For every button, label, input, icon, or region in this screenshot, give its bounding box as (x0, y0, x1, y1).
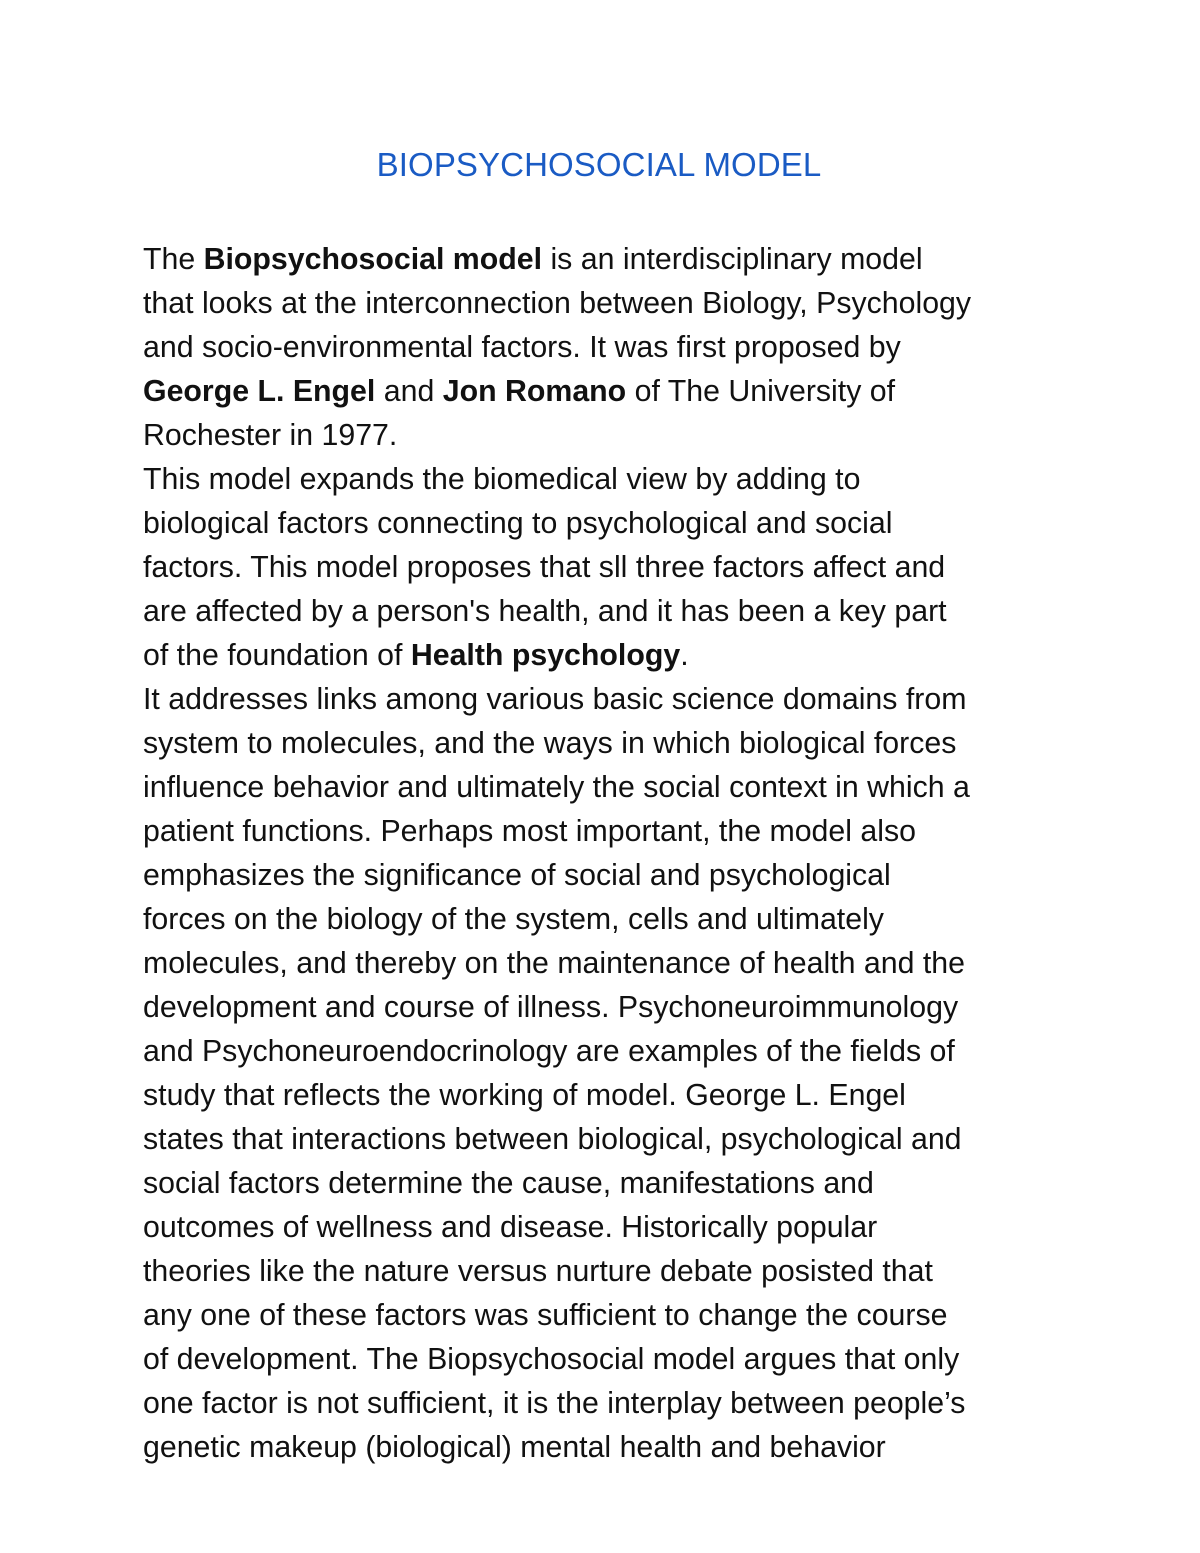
body-line (143, 414, 1073, 458)
body-line (143, 590, 1073, 634)
text-run: . (680, 639, 689, 672)
text-run: It addresses links among various basic science domains from (143, 683, 967, 716)
text-run: are affected by a person's health, and it has been a key part (143, 595, 947, 628)
bold-term: Health psychology (410, 639, 681, 672)
text-run: This model expands the biomedical view by adding to (143, 463, 861, 496)
body-line (143, 766, 1073, 810)
text-run: and (375, 375, 443, 408)
body-line (143, 1118, 1073, 1162)
body-line (143, 238, 1073, 282)
body-line (143, 1294, 1073, 1338)
text-run: of development. The Biopsychosocial model argues that only (143, 1343, 960, 1376)
body-line (143, 1162, 1073, 1206)
text-run: The (143, 243, 204, 276)
body-line (143, 942, 1073, 986)
text-run: and Psychoneuroendocrinology are examples of the fields of (143, 1035, 955, 1068)
text-run: study that reflects the working of model. George L. Engel (143, 1079, 906, 1112)
body-line (143, 634, 1073, 678)
text-run: biological factors connecting to psychological and social (143, 507, 893, 540)
text-run: outcomes of wellness and disease. Historically popular (143, 1211, 878, 1244)
body-line (143, 1250, 1073, 1294)
text-run: genetic makeup (biological) mental health and behavior (143, 1431, 886, 1464)
text-run: forces on the biology of the system, cells and ultimately (143, 903, 884, 936)
text-run: development and course of illness. Psychoneuroimmunology (143, 991, 959, 1024)
body-line (143, 458, 1073, 502)
body-line (143, 282, 1073, 326)
body-line (143, 1030, 1073, 1074)
text-run: of the foundation of (143, 639, 411, 672)
body-line (143, 898, 1073, 942)
body-line (143, 1206, 1073, 1250)
body-line (143, 1382, 1073, 1426)
body-line (143, 1426, 1073, 1470)
text-run: one factor is not sufficient, it is the interplay between people’s (143, 1387, 966, 1420)
text-run: of The University of (626, 375, 896, 408)
document-body (143, 238, 1073, 1470)
body-line (143, 678, 1073, 722)
text-run: and socio-environmental factors. It was first proposed by (143, 331, 901, 364)
text-run: emphasizes the significance of social and psychological (143, 859, 891, 892)
body-line (143, 1074, 1073, 1118)
body-line (143, 326, 1073, 370)
bold-term: Jon Romano (442, 375, 627, 408)
text-run: system to molecules, and the ways in which biological forces (143, 727, 957, 760)
body-line (143, 722, 1073, 766)
body-line (143, 854, 1073, 898)
body-line (143, 1338, 1073, 1382)
body-line (143, 370, 1073, 414)
body-line (143, 986, 1073, 1030)
text-run: factors. This model proposes that sll three factors affect and (143, 551, 946, 584)
text-run: patient functions. Perhaps most important, the model also (143, 815, 916, 848)
text-run: any one of these factors was sufficient to change the course (143, 1299, 948, 1332)
text-run: social factors determine the cause, manifestations and (143, 1167, 874, 1200)
text-run: is an interdisciplinary model (542, 243, 923, 276)
text-run: molecules, and thereby on the maintenance of health and the (143, 947, 965, 980)
text-run: that looks at the interconnection between Biology, Psychology (143, 287, 972, 320)
document-title: BIOPSYCHOSOCIAL MODEL (376, 146, 822, 183)
body-line (143, 502, 1073, 546)
text-run: influence behavior and ultimately the social context in which a (143, 771, 970, 804)
bold-term: George L. Engel (143, 375, 376, 408)
text-run: Rochester in 1977. (143, 419, 398, 452)
body-line (143, 546, 1073, 590)
text-run: theories like the nature versus nurture debate posisted that (143, 1255, 933, 1288)
body-line (143, 810, 1073, 854)
text-run: states that interactions between biological, psychological and (143, 1123, 962, 1156)
bold-term: Biopsychosocial model (203, 243, 543, 276)
